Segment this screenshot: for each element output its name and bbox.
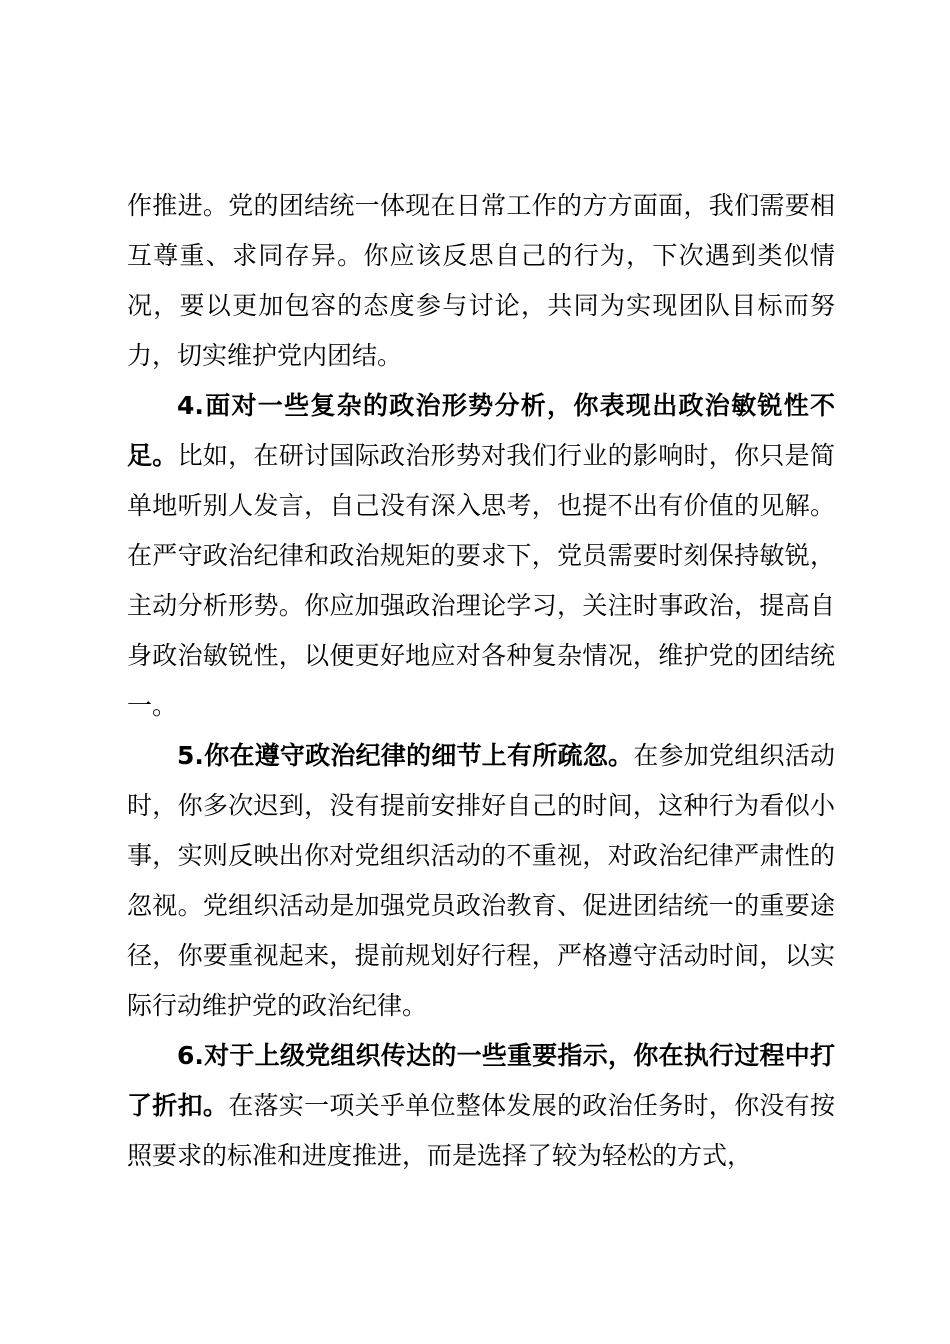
paragraph-heading: 4.面对一些复杂的政治形势分析，你表现出政治敏锐性不足。 [127,391,835,470]
paragraph-item-5 [127,731,835,1031]
paragraph-text: 作推进。党的团结统一体现在日常工作的方方面面，我们需要相互尊重、求同存异。你应该反思自己的行为，下次遇到类似情况，要以更加包容的态度参与讨论，共同为实现团队目标而努力，切实维护党内团结。 [127,191,835,370]
document-body [127,181,835,1181]
paragraph-heading: 6.对于上级党组织传达的一些重要指示，你在执行过程中打了折扣。 [127,1041,835,1120]
paragraph-item-6 [127,1031,835,1181]
paragraph-text: 比如，在研讨国际政治形势对我们行业的影响时，你只是简单地听别人发言，自己没有深入思考，也提不出有价值的见解。在严守政治纪律和政治规矩的要求下，党员需要时刻保持敏锐，主动分析形势。你应加强政治理论学习，关注时事政治，提高自身政治敏锐性，以便更好地应对各种复杂情况，维护党的团结统一。 [127,441,835,720]
paragraph-continuation [127,181,835,381]
paragraph-item-4 [127,381,835,731]
paragraph-text: 在参加党组织活动时，你多次迟到，没有提前安排好自己的时间，这种行为看似小事，实则反映出你对党组织活动的不重视，对政治纪律严肃性的忽视。党组织活动是加强党员政治教育、促进团结统一的重要途径，你要重视起来，提前规划好行程，严格遵守活动时间，以实际行动维护党的政治纪律。 [127,741,835,1020]
paragraph-heading: 5.你在遵守政治纪律的细节上有所疏忽。 [177,741,634,770]
paragraph-text: 在落实一项关乎单位整体发展的政治任务时，你没有按照要求的标准和进度推进，而是选择了较为轻松的方式， [127,1091,835,1170]
